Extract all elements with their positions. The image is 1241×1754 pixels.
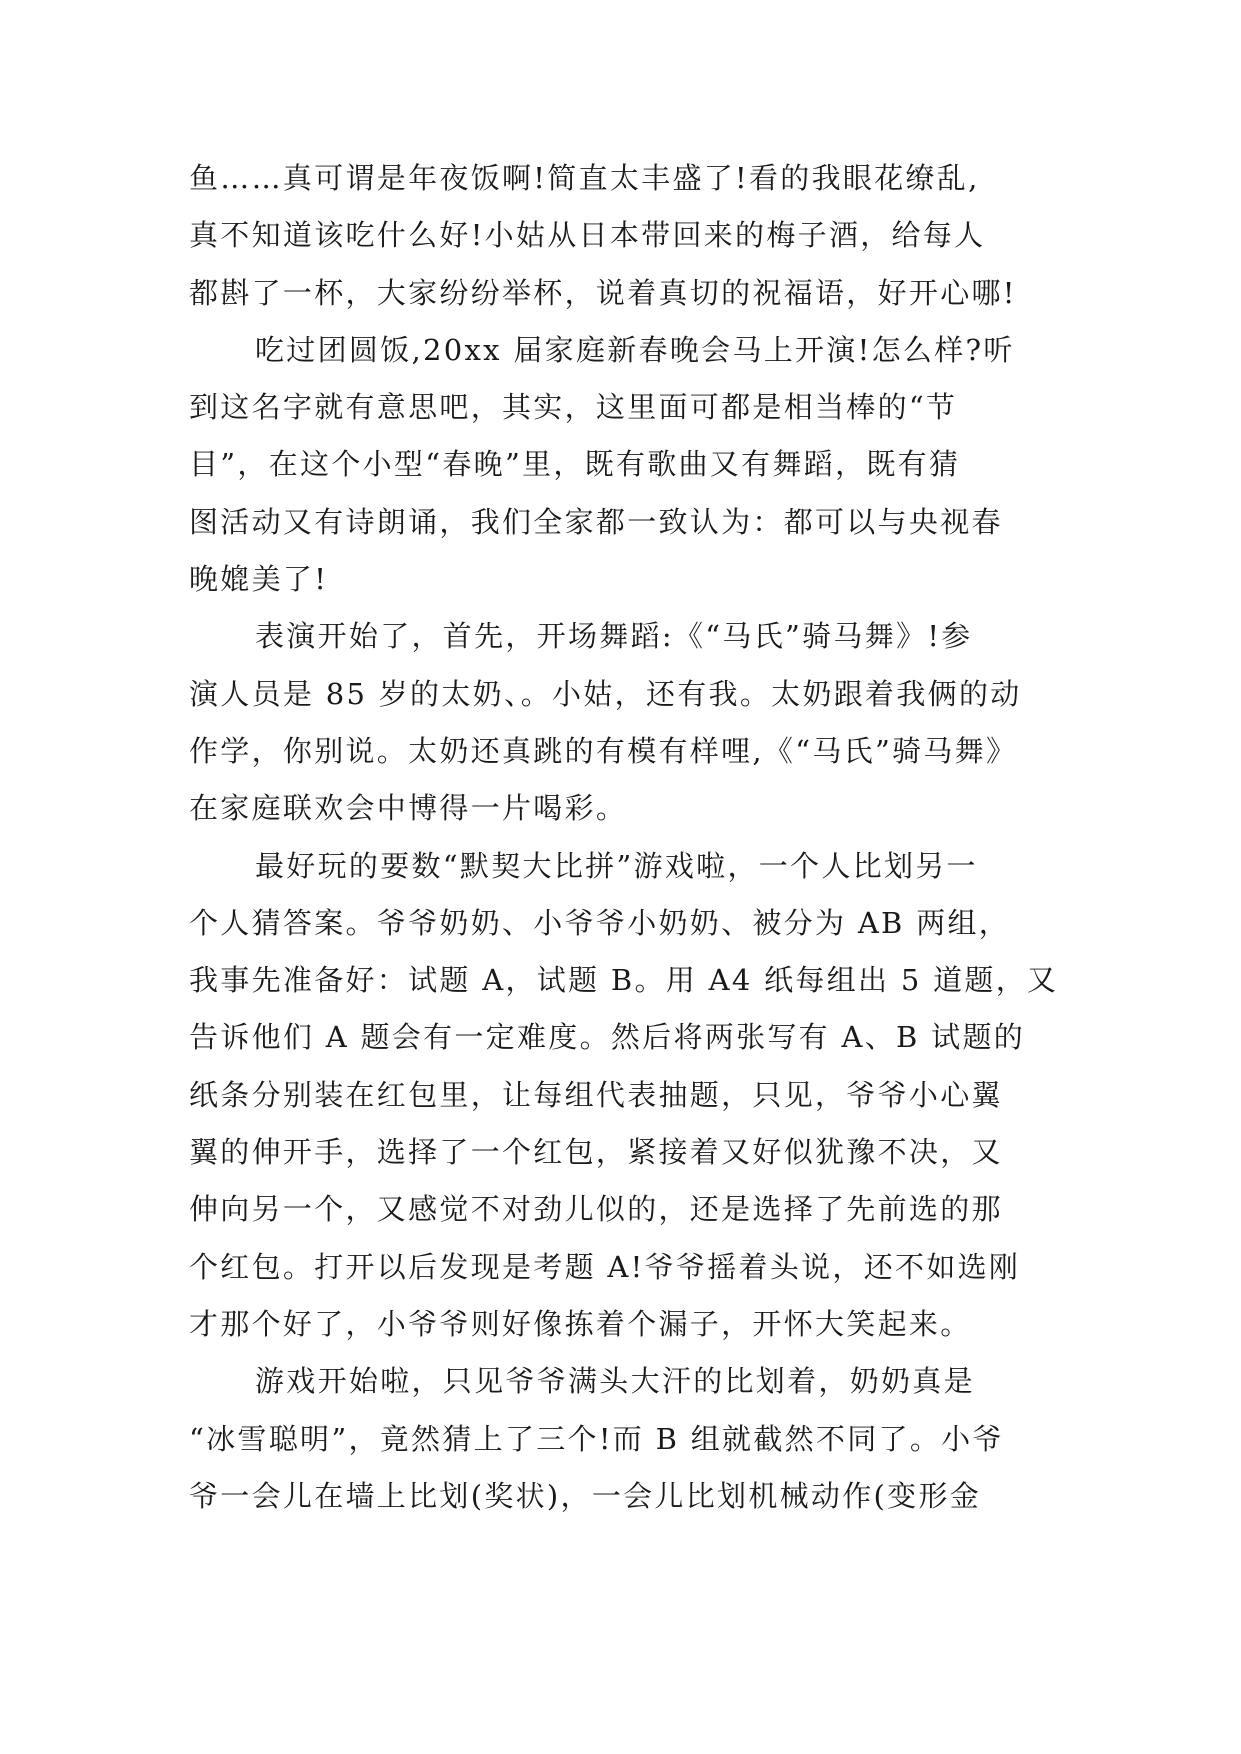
text-line: 纸条分别装在红包里，让每组代表抽题，只见，爷爷小心翼 [189,1077,1003,1112]
text-line: 个红包。打开以后发现是考题 A!爷爷摇着头说，还不如选刚 [189,1249,1021,1284]
text-line: 作学，你别说。太奶还真跳的有模有样哩,《“马氏”骑马舞》 [189,733,1018,768]
text-line: 表演开始了，首先，开场舞蹈:《“马氏”骑马舞》!参 [255,619,973,654]
text-line: 最好玩的要数“默契大比拼”游戏啦，一个人比划另一 [255,848,978,883]
paragraph-3 [189,608,1069,837]
text-line: 都斟了一杯，大家纷纷举杯，说着真切的祝福语，好开心哪! [189,275,1017,310]
text-line: 才那个好了，小爷爷则好像拣着个漏子，开怀大笑起来。 [189,1306,972,1341]
document-body [189,150,1069,1525]
text-line: 我事先准备好：试题 A，试题 B。用 A4 纸每组出 5 道题，又 [189,963,1059,998]
paragraph-5 [189,1353,1069,1525]
paragraph-1 [189,150,1069,322]
text-line: 告诉他们 A 题会有一定难度。然后将两张写有 A、B 试题的 [189,1020,1026,1055]
text-line: 在家庭联欢会中博得一片喝彩。 [189,791,628,826]
text-line: 游戏开始啦，只见爷爷满头大汗的比划着，奶奶真是 [255,1364,975,1399]
paragraph-2 [189,322,1069,608]
text-line: 吃过团圆饭,20xx 届家庭新春晚会马上开演!怎么样?听 [255,332,1015,367]
text-line: 到这名字就有意思吧，其实，这里面可都是相当棒的“节 [189,390,958,425]
text-line: 翼的伸开手，选择了一个红包，紧接着又好似犹豫不决，又 [189,1135,1003,1170]
text-line: 图活动又有诗朗诵，我们全家都一致认为：都可以与央视春 [189,504,1003,539]
text-line: 演人员是 85 岁的太奶、。小姑，还有我。太奶跟着我俩的动 [189,676,1022,711]
text-line: 鱼……真可谓是年夜饭啊!简直太丰盛了!看的我眼花缭乱, [189,161,980,195]
text-line: 个人猜答案。爷爷奶奶、小爷爷小奶奶、被分为 AB 两组， [189,905,1011,940]
text-line: 真不知道该吃什么好!小姑从日本带回来的梅子酒，给每人 [189,218,986,253]
text-line: “冰雪聪明”，竟然猜上了三个!而 B 组就截然不同了。小爷 [189,1421,1004,1456]
text-line: 爷一会儿在墙上比划(奖状)，一会儿比划机械动作(变形金 [189,1478,982,1513]
text-line: 晚媲美了! [189,562,329,597]
text-line: 伸向另一个，又感觉不对劲儿似的，还是选择了先前选的那 [189,1192,1003,1227]
paragraph-4 [189,838,1069,1354]
text-line: 目”，在这个小型“春晚”里，既有歌曲又有舞蹈，既有猜 [189,447,961,482]
